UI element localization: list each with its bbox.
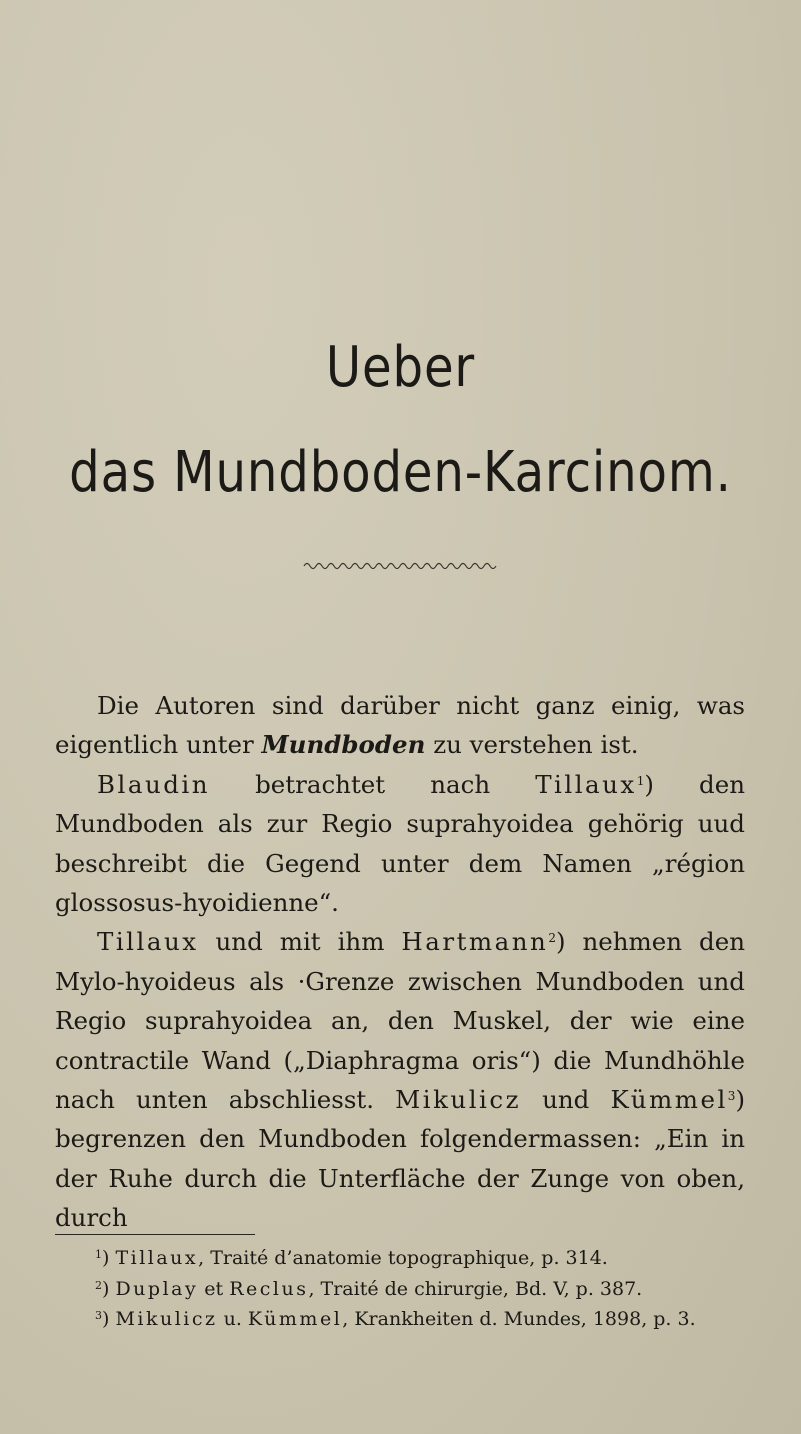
footnotes [55, 1243, 745, 1335]
author-name: Hartmann [401, 927, 549, 957]
paragraph-3: Tillaux und mit ihm Hartmann$^2$) nehmen den Mylo-hyoideus als ·Grenze zwischen Mundboden und Regio suprahyoidea an, den Muskel, der wie eine contractile Wand („Diaphragma oris“) die Mundhöhle nach unten abschliesst. Mikulicz und Kümmel$^3$) begrenzen den Mundboden folgendermassen: „Ein in der Ruhe durch die Unterfläche der Zunge von oben, durch [55, 927, 745, 1233]
footnote-ref: 2 [548, 931, 556, 946]
title-line-2: das Mundboden-Karcinom. [69, 440, 732, 505]
author-name: Blaudin [97, 769, 211, 799]
title-line-1: Ueber [325, 335, 476, 400]
wavy-ornament-divider [302, 560, 498, 572]
author-name: Tillaux [97, 927, 199, 957]
footnote-1: $^1$) Tillaux, Traité d’anatomie topographique, p. 314. [95, 1247, 608, 1269]
footnote-ref: 3 [727, 1089, 736, 1104]
footnote-ref: 1 [636, 773, 645, 788]
author-name: Mikulicz [395, 1085, 522, 1115]
paragraph-2: Blaudin betrachtet nach Tillaux$^1$) den Mundboden als zur Regio suprahyoidea gehörig uud beschreibt die Gegend unter dem Namen „région glossosus-hyoidienne“. [55, 769, 745, 918]
author-name: Kümmel [610, 1085, 728, 1115]
paragraph-1: Die Autoren sind darüber nicht ganz einig, was eigentlich unter Mundboden zu verstehen ist. [55, 691, 745, 760]
body-text [55, 686, 745, 1238]
emphasis-mundboden: Mundboden [261, 730, 426, 760]
footnote-separator [55, 1234, 255, 1235]
footnote-2: $^2$) Duplay et Reclus, Traité de chirurgie, Bd. V, p. 387. [95, 1277, 643, 1300]
author-name: Tillaux [535, 769, 637, 799]
footnote-3: $^3$) Mikulicz u. Kümmel, Krankheiten d. Mundes, 1898, p. 3. [95, 1308, 696, 1330]
